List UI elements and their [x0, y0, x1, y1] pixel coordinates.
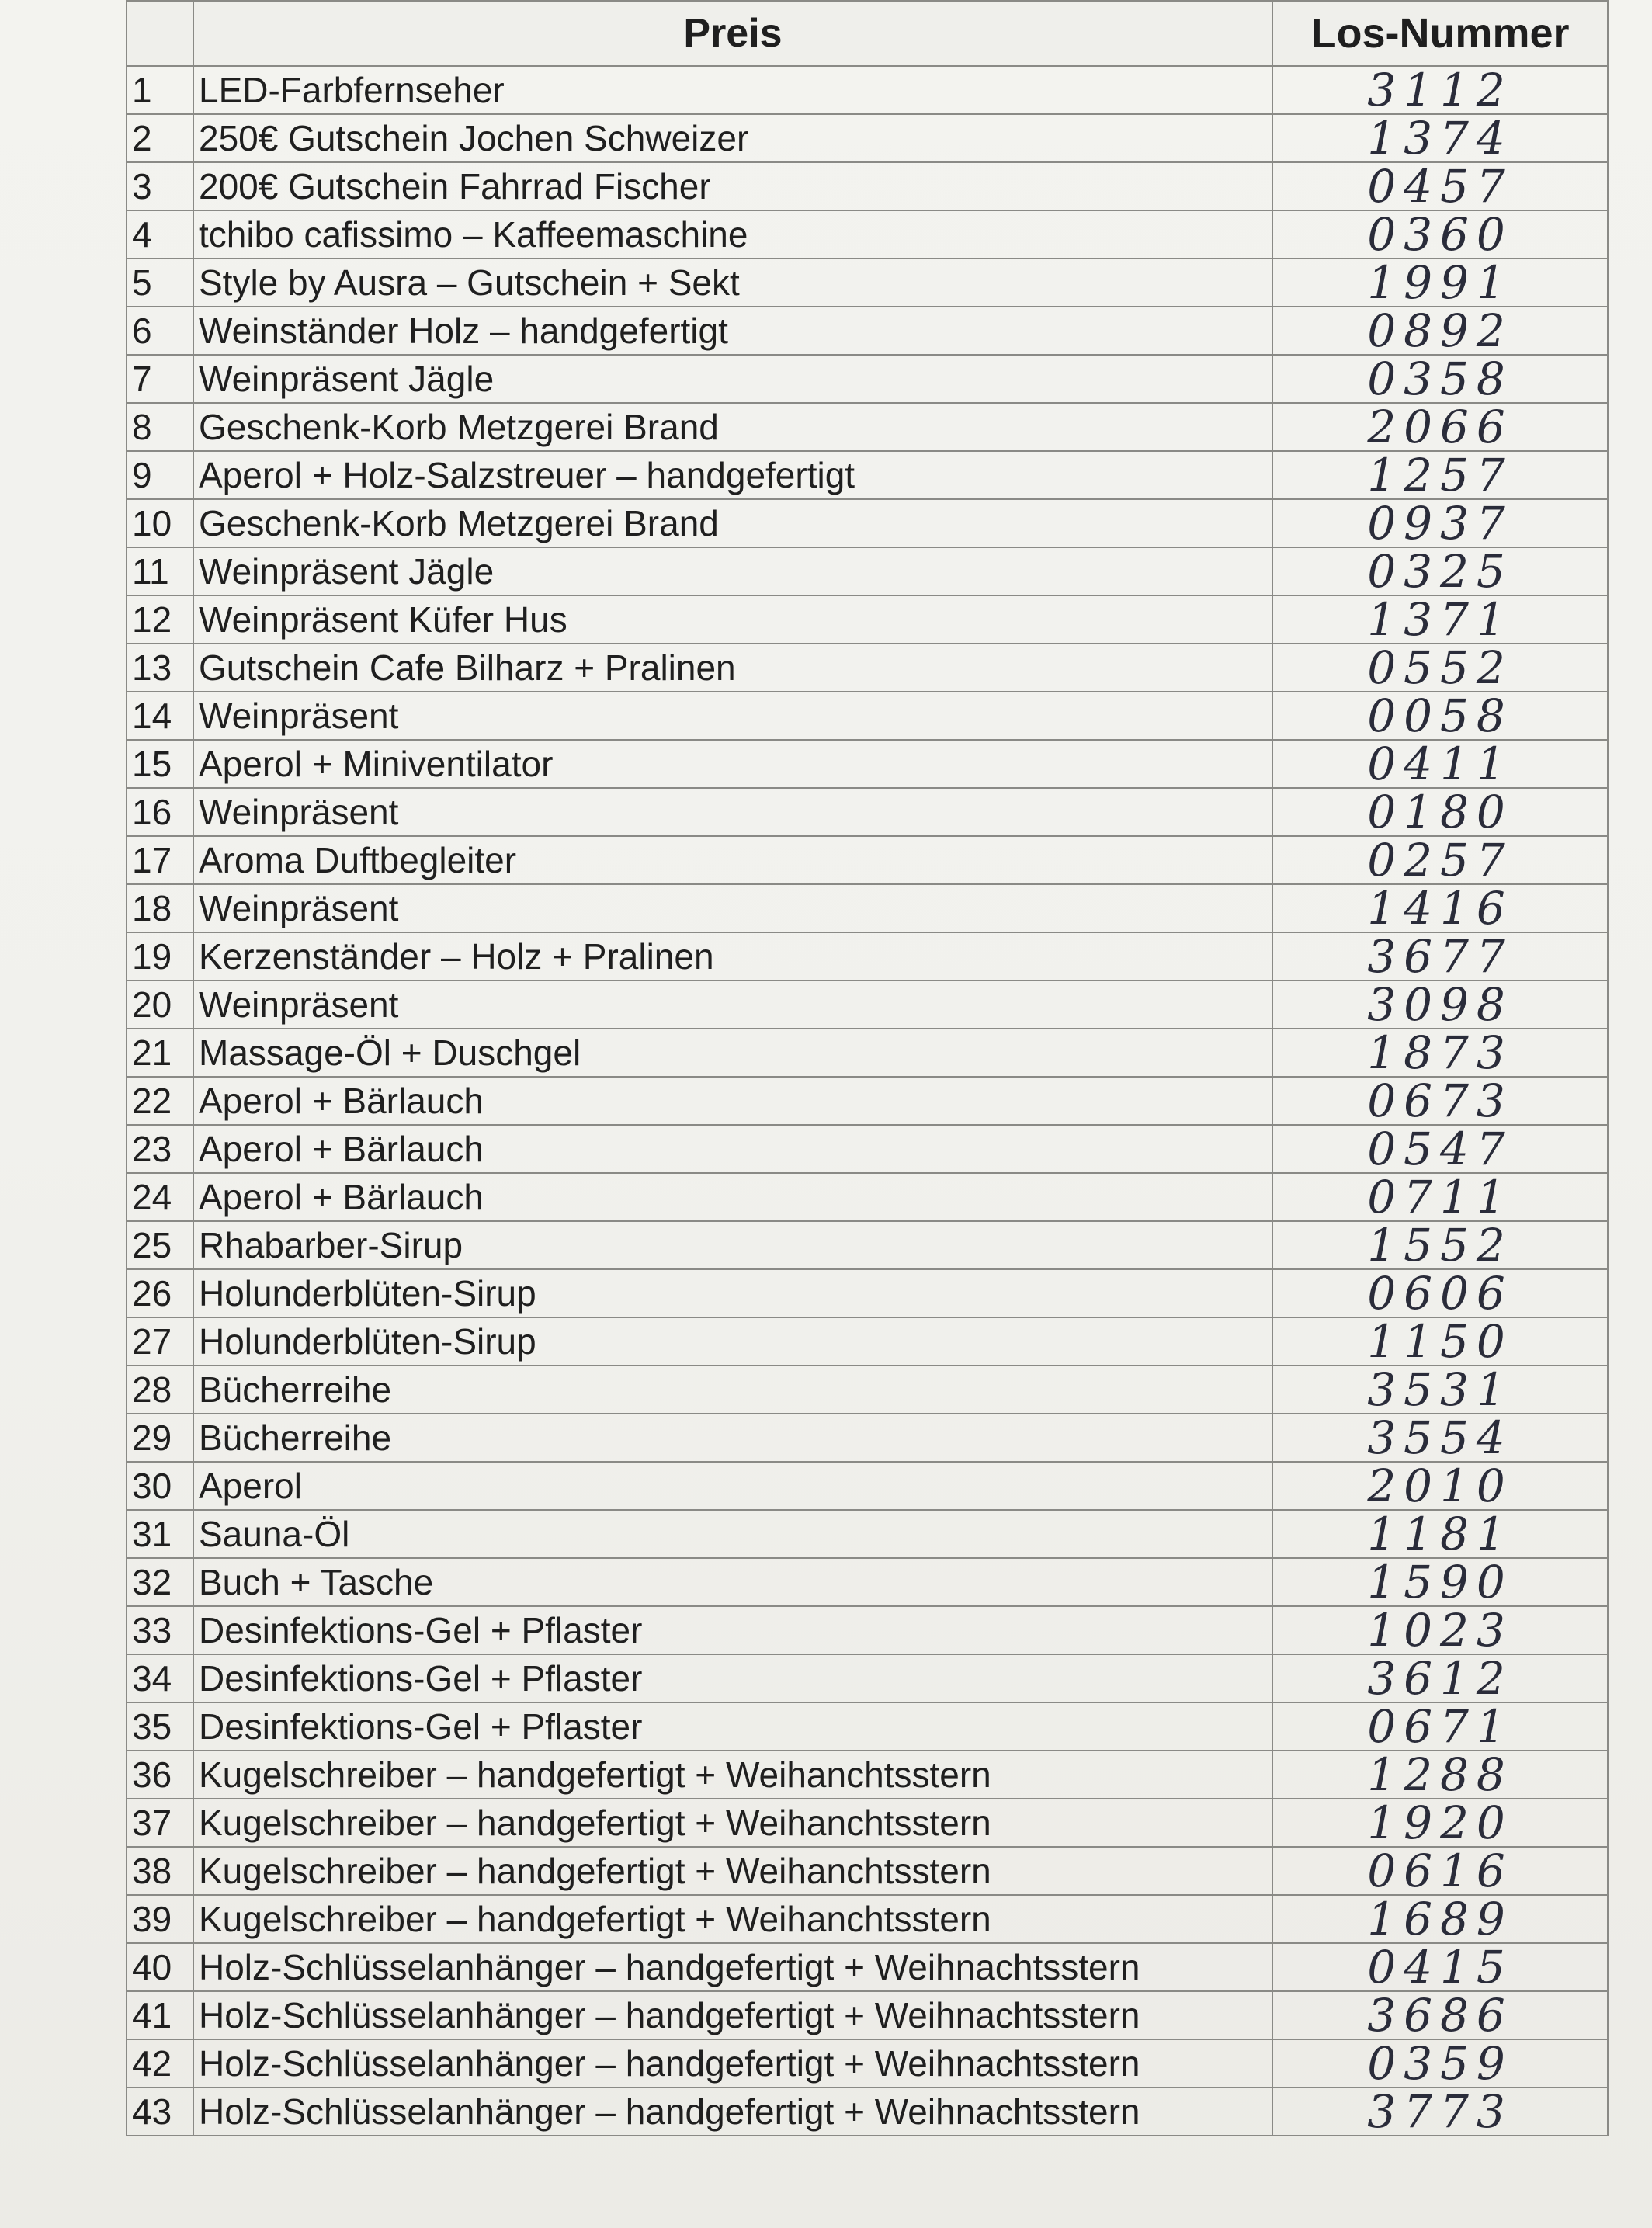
row-number: 26	[127, 1269, 193, 1317]
table-row	[127, 1654, 1608, 1702]
table-row	[127, 1317, 1608, 1366]
lot-number: 0457	[1272, 162, 1608, 210]
prize-name: Holz-Schlüsselanhänger – handgefertigt + Weihnachtsstern	[193, 2087, 1272, 2136]
lot-number: 1416	[1272, 884, 1608, 932]
table-row	[127, 788, 1608, 836]
prize-name: Aperol + Bärlauch	[193, 1125, 1272, 1173]
row-number: 14	[127, 692, 193, 740]
prize-name: Aperol + Bärlauch	[193, 1173, 1272, 1221]
table-row	[127, 1414, 1608, 1462]
table-row	[127, 1895, 1608, 1943]
row-number: 32	[127, 1558, 193, 1606]
table-row	[127, 2087, 1608, 2136]
table-row	[127, 355, 1608, 403]
lot-number: 1374	[1272, 114, 1608, 162]
row-number: 5	[127, 259, 193, 307]
table-row	[127, 1510, 1608, 1558]
table-row	[127, 884, 1608, 932]
header-row	[127, 1, 1608, 66]
prize-name: 250€ Gutschein Jochen Schweizer	[193, 114, 1272, 162]
table-row	[127, 1077, 1608, 1125]
table-row	[127, 1125, 1608, 1173]
prize-name: Desinfektions-Gel + Pflaster	[193, 1654, 1272, 1702]
lot-number: 1873	[1272, 1029, 1608, 1077]
table-row	[127, 210, 1608, 259]
prize-name: Buch + Tasche	[193, 1558, 1272, 1606]
lot-number: 1257	[1272, 451, 1608, 499]
table-row	[127, 932, 1608, 980]
lot-number: 0325	[1272, 547, 1608, 595]
row-number: 19	[127, 932, 193, 980]
table-row	[127, 1173, 1608, 1221]
prize-name: Aperol	[193, 1462, 1272, 1510]
lot-number: 1689	[1272, 1895, 1608, 1943]
prize-name: Desinfektions-Gel + Pflaster	[193, 1606, 1272, 1654]
row-number: 9	[127, 451, 193, 499]
table-row	[127, 114, 1608, 162]
prize-name: Aperol + Bärlauch	[193, 1077, 1272, 1125]
table-row	[127, 1558, 1608, 1606]
lot-number: 0058	[1272, 692, 1608, 740]
row-number: 21	[127, 1029, 193, 1077]
table-row	[127, 547, 1608, 595]
row-number: 33	[127, 1606, 193, 1654]
lot-number: 3773	[1272, 2087, 1608, 2136]
lot-number: 3612	[1272, 1654, 1608, 1702]
row-number: 17	[127, 836, 193, 884]
lot-number: 1150	[1272, 1317, 1608, 1366]
prize-name: Kugelschreiber – handgefertigt + Weihanchtsstern	[193, 1847, 1272, 1895]
prize-name: Holunderblüten-Sirup	[193, 1317, 1272, 1366]
row-number: 41	[127, 1991, 193, 2039]
lot-number: 0547	[1272, 1125, 1608, 1173]
prize-name: Geschenk-Korb Metzgerei Brand	[193, 403, 1272, 451]
row-number: 2	[127, 114, 193, 162]
table-row	[127, 259, 1608, 307]
table-row	[127, 451, 1608, 499]
prize-name: Holz-Schlüsselanhänger – handgefertigt + Weihnachtsstern	[193, 1943, 1272, 1991]
row-number: 40	[127, 1943, 193, 1991]
prize-name: Holunderblüten-Sirup	[193, 1269, 1272, 1317]
table-row	[127, 1991, 1608, 2039]
prize-name: Aperol + Miniventilator	[193, 740, 1272, 788]
row-number: 30	[127, 1462, 193, 1510]
row-number: 10	[127, 499, 193, 547]
lot-number: 0359	[1272, 2039, 1608, 2087]
lot-number: 3677	[1272, 932, 1608, 980]
prize-name: 200€ Gutschein Fahrrad Fischer	[193, 162, 1272, 210]
lot-number: 1023	[1272, 1606, 1608, 1654]
lot-number: 0671	[1272, 1702, 1608, 1751]
table-row	[127, 644, 1608, 692]
lot-number: 0711	[1272, 1173, 1608, 1221]
prize-name: Rhabarber-Sirup	[193, 1221, 1272, 1269]
prize-name: Weinpräsent	[193, 884, 1272, 932]
header-number	[127, 1, 193, 66]
table-row	[127, 980, 1608, 1029]
table-row	[127, 740, 1608, 788]
header-prize: Preis	[193, 1, 1272, 66]
prize-name: Holz-Schlüsselanhänger – handgefertigt + Weihnachtsstern	[193, 1991, 1272, 2039]
prize-name: Weinpräsent Jägle	[193, 547, 1272, 595]
table-row	[127, 1751, 1608, 1799]
lot-number: 0606	[1272, 1269, 1608, 1317]
lot-number: 3112	[1272, 66, 1608, 114]
table-row	[127, 836, 1608, 884]
lot-number: 1552	[1272, 1221, 1608, 1269]
table-row	[127, 499, 1608, 547]
prize-table-body	[127, 66, 1608, 2136]
row-number: 37	[127, 1799, 193, 1847]
row-number: 8	[127, 403, 193, 451]
prize-name: Aroma Duftbegleiter	[193, 836, 1272, 884]
prize-name: Style by Ausra – Gutschein + Sekt	[193, 259, 1272, 307]
row-number: 6	[127, 307, 193, 355]
table-row	[127, 1366, 1608, 1414]
row-number: 36	[127, 1751, 193, 1799]
prize-name: Weinpräsent Jägle	[193, 355, 1272, 403]
prize-name: Weinpräsent	[193, 788, 1272, 836]
row-number: 24	[127, 1173, 193, 1221]
lot-number: 0552	[1272, 644, 1608, 692]
table-row	[127, 1702, 1608, 1751]
row-number: 1	[127, 66, 193, 114]
prize-table	[126, 0, 1609, 2136]
table-row	[127, 2039, 1608, 2087]
lot-number: 0180	[1272, 788, 1608, 836]
table-row	[127, 1799, 1608, 1847]
row-number: 11	[127, 547, 193, 595]
table-row	[127, 1269, 1608, 1317]
table-row	[127, 1462, 1608, 1510]
lot-number: 2010	[1272, 1462, 1608, 1510]
table-row	[127, 1221, 1608, 1269]
row-number: 16	[127, 788, 193, 836]
table-row	[127, 595, 1608, 644]
prize-name: Gutschein Cafe Bilharz + Pralinen	[193, 644, 1272, 692]
lot-number: 1590	[1272, 1558, 1608, 1606]
prize-name: LED-Farbfernseher	[193, 66, 1272, 114]
table-row	[127, 403, 1608, 451]
lot-number: 0937	[1272, 499, 1608, 547]
prize-name: Weinpräsent	[193, 980, 1272, 1029]
row-number: 34	[127, 1654, 193, 1702]
prize-name: Geschenk-Korb Metzgerei Brand	[193, 499, 1272, 547]
prize-name: Weinpräsent Küfer Hus	[193, 595, 1272, 644]
lot-number: 3554	[1272, 1414, 1608, 1462]
prize-name: Bücherreihe	[193, 1366, 1272, 1414]
row-number: 31	[127, 1510, 193, 1558]
table-row	[127, 1606, 1608, 1654]
lot-number: 0360	[1272, 210, 1608, 259]
row-number: 39	[127, 1895, 193, 1943]
lot-number: 0616	[1272, 1847, 1608, 1895]
row-number: 23	[127, 1125, 193, 1173]
lot-number: 0411	[1272, 740, 1608, 788]
lot-number: 3531	[1272, 1366, 1608, 1414]
prize-name: tchibo cafissimo – Kaffeemaschine	[193, 210, 1272, 259]
prize-name: Holz-Schlüsselanhänger – handgefertigt + Weihnachtsstern	[193, 2039, 1272, 2087]
lot-number: 0358	[1272, 355, 1608, 403]
prize-name: Kerzenständer – Holz + Pralinen	[193, 932, 1272, 980]
row-number: 4	[127, 210, 193, 259]
row-number: 38	[127, 1847, 193, 1895]
row-number: 3	[127, 162, 193, 210]
lot-number: 1991	[1272, 259, 1608, 307]
prize-name: Kugelschreiber – handgefertigt + Weihanchtsstern	[193, 1799, 1272, 1847]
prize-table-header	[127, 1, 1608, 66]
lot-number: 1181	[1272, 1510, 1608, 1558]
table-row	[127, 307, 1608, 355]
row-number: 15	[127, 740, 193, 788]
prize-name: Kugelschreiber – handgefertigt + Weihanchtsstern	[193, 1751, 1272, 1799]
table-row	[127, 692, 1608, 740]
prize-name: Bücherreihe	[193, 1414, 1272, 1462]
row-number: 25	[127, 1221, 193, 1269]
lot-number: 0415	[1272, 1943, 1608, 1991]
lot-number: 2066	[1272, 403, 1608, 451]
lot-number: 0673	[1272, 1077, 1608, 1125]
row-number: 12	[127, 595, 193, 644]
row-number: 7	[127, 355, 193, 403]
table-row	[127, 162, 1608, 210]
lot-number: 0257	[1272, 836, 1608, 884]
row-number: 28	[127, 1366, 193, 1414]
header-lot-number: Los-Nummer	[1272, 1, 1608, 66]
row-number: 43	[127, 2087, 193, 2136]
lot-number: 1288	[1272, 1751, 1608, 1799]
prize-name: Aperol + Holz-Salzstreuer – handgefertigt	[193, 451, 1272, 499]
lot-number: 3686	[1272, 1991, 1608, 2039]
row-number: 18	[127, 884, 193, 932]
row-number: 29	[127, 1414, 193, 1462]
row-number: 13	[127, 644, 193, 692]
table-row	[127, 1847, 1608, 1895]
lot-number: 1371	[1272, 595, 1608, 644]
lot-number: 1920	[1272, 1799, 1608, 1847]
prize-name: Weinpräsent	[193, 692, 1272, 740]
prize-name: Weinständer Holz – handgefertigt	[193, 307, 1272, 355]
row-number: 42	[127, 2039, 193, 2087]
prize-name: Massage-Öl + Duschgel	[193, 1029, 1272, 1077]
table-row	[127, 1943, 1608, 1991]
table-row	[127, 1029, 1608, 1077]
prize-name: Sauna-Öl	[193, 1510, 1272, 1558]
lot-number: 3098	[1272, 980, 1608, 1029]
prize-name: Kugelschreiber – handgefertigt + Weihanchtsstern	[193, 1895, 1272, 1943]
row-number: 20	[127, 980, 193, 1029]
prize-name: Desinfektions-Gel + Pflaster	[193, 1702, 1272, 1751]
table-row	[127, 66, 1608, 114]
row-number: 35	[127, 1702, 193, 1751]
row-number: 22	[127, 1077, 193, 1125]
lot-number: 0892	[1272, 307, 1608, 355]
row-number: 27	[127, 1317, 193, 1366]
